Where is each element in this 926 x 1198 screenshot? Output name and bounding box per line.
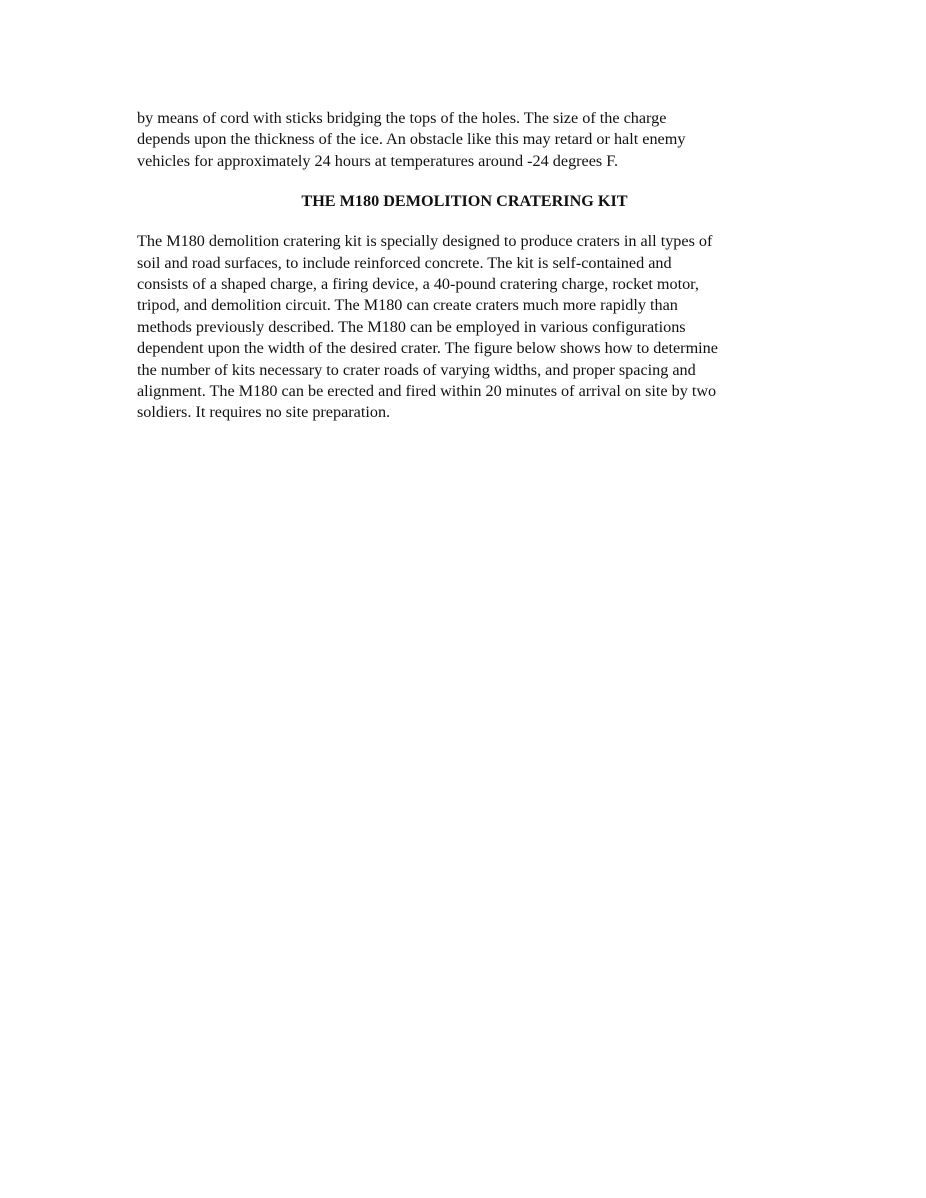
text-line: The M180 demolition cratering kit is specially designed to produce craters in all types of bbox=[137, 232, 713, 251]
paragraph-ice-obstacle bbox=[137, 108, 792, 172]
section-heading: THE M180 DEMOLITION CRATERING KIT bbox=[301, 192, 628, 211]
text-line: tripod, and demolition circuit. The M180 can create craters much more rapidly than bbox=[137, 296, 678, 315]
text-line: the number of kits necessary to crater roads of varying widths, and proper spacing and bbox=[137, 360, 696, 379]
text-line: dependent upon the width of the desired crater. The figure below shows how to determine bbox=[137, 339, 718, 358]
text-line: soldiers. It requires no site preparation. bbox=[137, 403, 391, 422]
text-line: soil and road surfaces, to include reinforced concrete. The kit is self-contained and bbox=[137, 253, 672, 272]
text-line: vehicles for approximately 24 hours at temperatures around -24 degrees F. bbox=[137, 151, 619, 170]
page-content bbox=[137, 108, 792, 424]
text-line: by means of cord with sticks bridging the tops of the holes. The size of the charge bbox=[137, 109, 667, 127]
text-line: alignment. The M180 can be erected and fired within 20 minutes of arrival on site by two bbox=[137, 382, 717, 401]
text-line: depends upon the thickness of the ice. An obstacle like this may retard or halt enemy bbox=[137, 130, 686, 149]
paragraph-m180-description bbox=[137, 231, 792, 424]
text-line: consists of a shaped charge, a firing device, a 40-pound cratering charge, rocket motor, bbox=[137, 275, 699, 294]
text-line: methods previously described. The M180 can be employed in various configurations bbox=[137, 317, 686, 336]
